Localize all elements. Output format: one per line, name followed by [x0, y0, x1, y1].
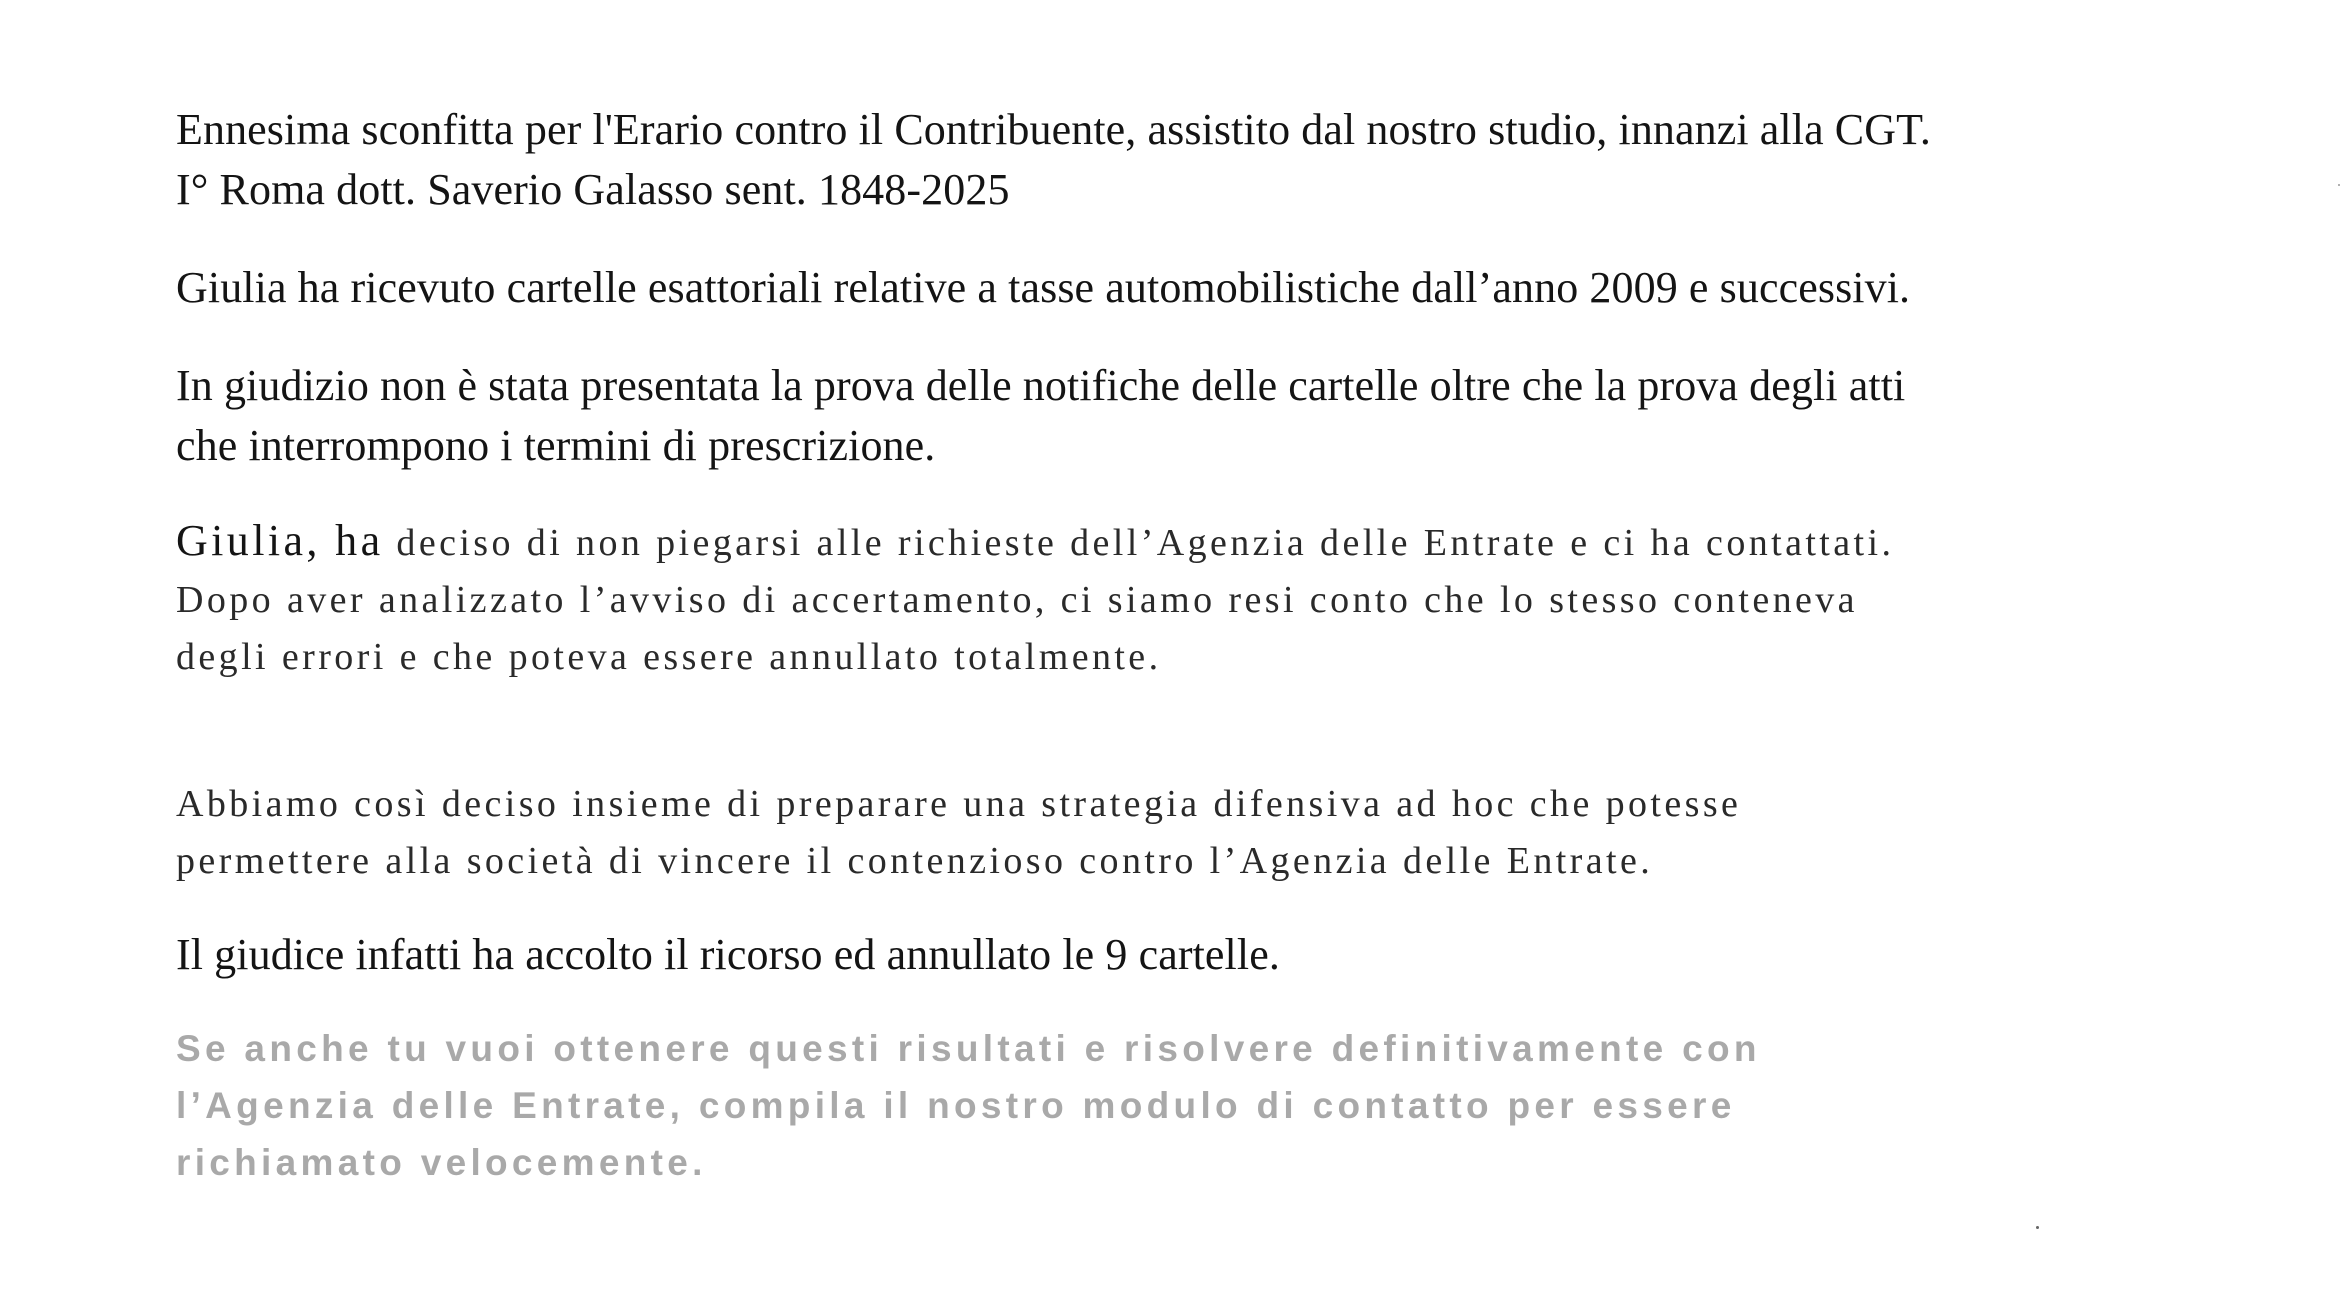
text-line-rest: deciso di non piegarsi alle richieste dell’Agenzia delle Entrate e ci ha contattati. — [396, 522, 1895, 564]
paragraph-esito — [176, 925, 1280, 985]
text-line: permettere alla società di vincere il contenzioso contro l’Agenzia delle Entrate. — [176, 840, 1654, 882]
text-line: Dopo aver analizzato l’avviso di accertamento, ci siamo resi conto che lo stesso conteneva — [176, 579, 1858, 621]
paragraph-strategia — [176, 776, 1741, 890]
text-line: Il giudice infatti ha accolto il ricorso ed annullato le 9 cartelle. — [176, 930, 1280, 979]
text-line: Abbiamo così deciso insieme di preparare una strategia difensiva ad hoc che potesse — [176, 783, 1742, 825]
paragraph-intro — [176, 100, 1931, 220]
scan-speck — [2338, 184, 2340, 186]
paragraph-cartelle — [176, 258, 1910, 318]
text-line: che interrompono i termini di prescrizione. — [176, 421, 936, 470]
paragraph-call-to-action — [176, 1020, 1761, 1191]
text-line: richiamato velocemente. — [176, 1142, 707, 1183]
text-line: degli errori e che poteva essere annullato totalmente. — [176, 636, 1162, 678]
text-line: I° Roma dott. Saverio Galasso sent. 1848-2025 — [176, 165, 1010, 214]
text-line — [176, 512, 1894, 572]
text-line: l’Agenzia delle Entrate, compila il nostro modulo di contatto per essere — [176, 1085, 1736, 1126]
paragraph-lead: Giulia, ha — [176, 516, 384, 565]
paragraph-giudizio — [176, 356, 1905, 476]
scan-speck — [2036, 1226, 2039, 1229]
paragraph-decisione — [176, 512, 1894, 686]
text-line: Ennesima sconfitta per l'Erario contro il Contribuente, assistito dal nostro studio, innanzi alla CGT. — [176, 105, 1931, 154]
text-line: Se anche tu vuoi ottenere questi risultati e risolvere definitivamente con — [176, 1028, 1761, 1069]
text-line: Giulia ha ricevuto cartelle esattoriali relative a tasse automobilistiche dall’anno 2009 e successivi. — [176, 263, 1911, 312]
text-line: In giudizio non è stata presentata la prova delle notifiche delle cartelle oltre che la prova degli atti — [176, 361, 1906, 410]
